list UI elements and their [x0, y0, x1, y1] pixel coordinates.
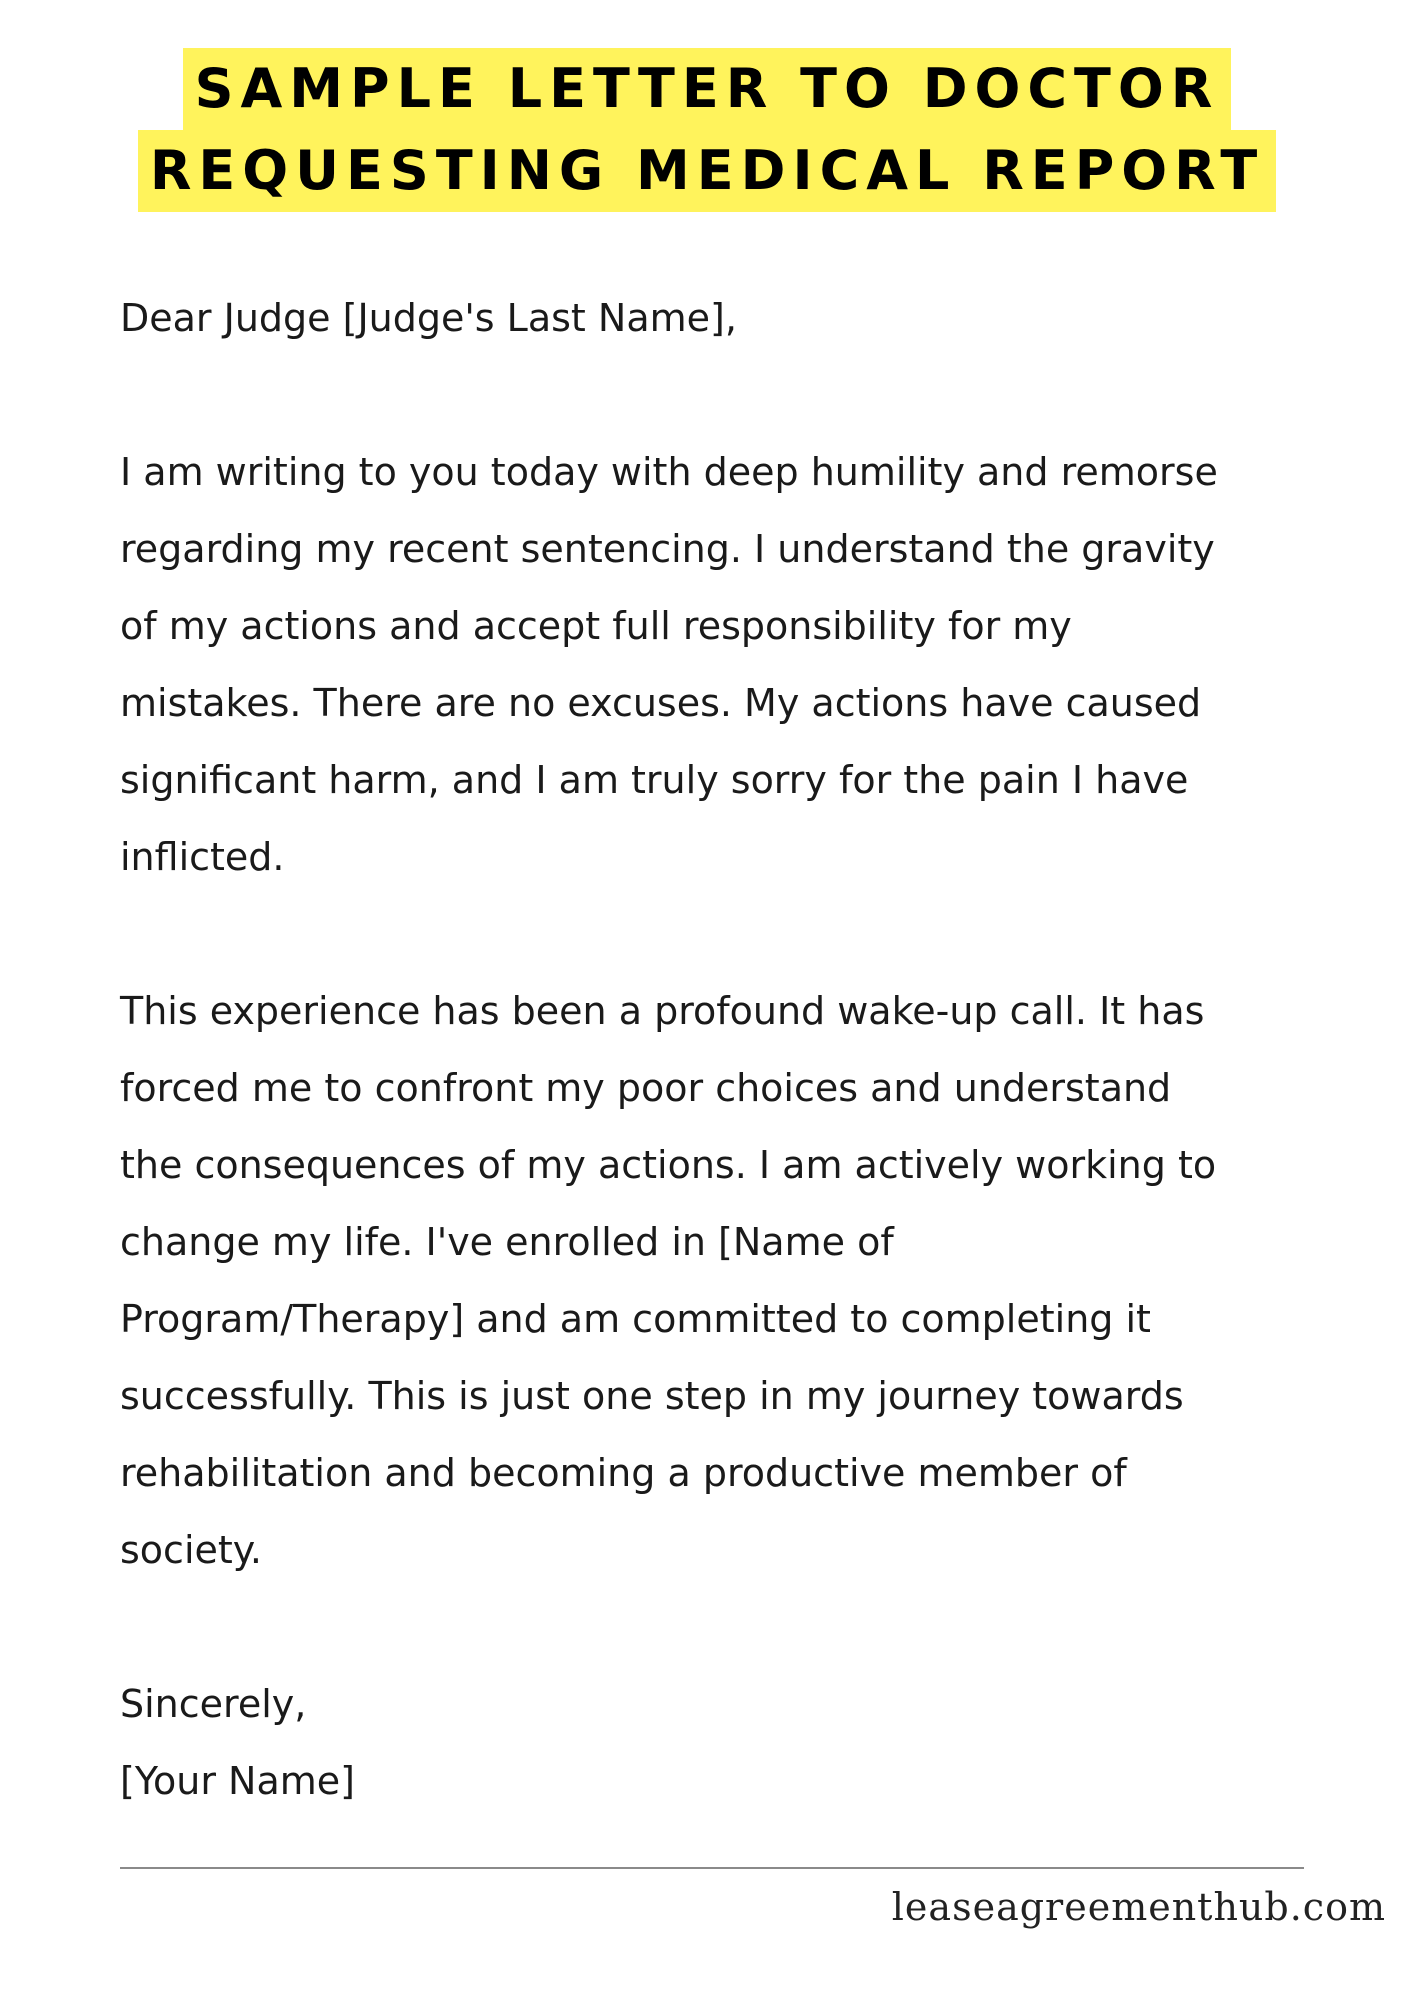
paragraph-line: of my actions and accept full responsibility for my — [120, 604, 1072, 648]
document-title — [0, 48, 1414, 212]
paragraph-line: successfully. This is just one step in my journey towards — [120, 1374, 1184, 1418]
paragraph-line: society. — [120, 1528, 262, 1572]
paragraph-line: forced me to confront my poor choices and understand — [120, 1066, 1172, 1110]
title-line-2: REQUESTING MEDICAL REPORT — [138, 130, 1276, 212]
salutation: Dear Judge [Judge's Last Name], — [120, 296, 737, 340]
footer-divider — [120, 1867, 1304, 1869]
letter-body — [120, 280, 1360, 1820]
paragraph-line: Program/Therapy] and am committed to completing it — [120, 1297, 1151, 1341]
paragraph-line: mistakes. There are no excuses. My actions have caused — [120, 681, 1202, 725]
footer-website: leaseagreementhub.com — [891, 1885, 1386, 1929]
paragraph-line: rehabilitation and becoming a productive member of — [120, 1451, 1127, 1495]
paragraph-line: I am writing to you today with deep humility and remorse — [120, 450, 1218, 494]
paragraph-line: the consequences of my actions. I am actively working to — [120, 1143, 1217, 1187]
paragraph-line: This experience has been a profound wake-up call. It has — [120, 989, 1205, 1033]
paragraph-line: regarding my recent sentencing. I understand the gravity — [120, 527, 1215, 571]
paragraph-2 — [120, 973, 1360, 1589]
paragraph-line: inflicted. — [120, 835, 285, 879]
paragraph-1 — [120, 434, 1360, 896]
paragraph-line: significant harm, and I am truly sorry for the pain I have — [120, 758, 1189, 802]
closing: Sincerely, — [120, 1682, 307, 1726]
title-line-1: SAMPLE LETTER TO DOCTOR — [183, 48, 1232, 130]
signature: [Your Name] — [120, 1759, 355, 1803]
paragraph-line: change my life. I've enrolled in [Name of — [120, 1220, 894, 1264]
